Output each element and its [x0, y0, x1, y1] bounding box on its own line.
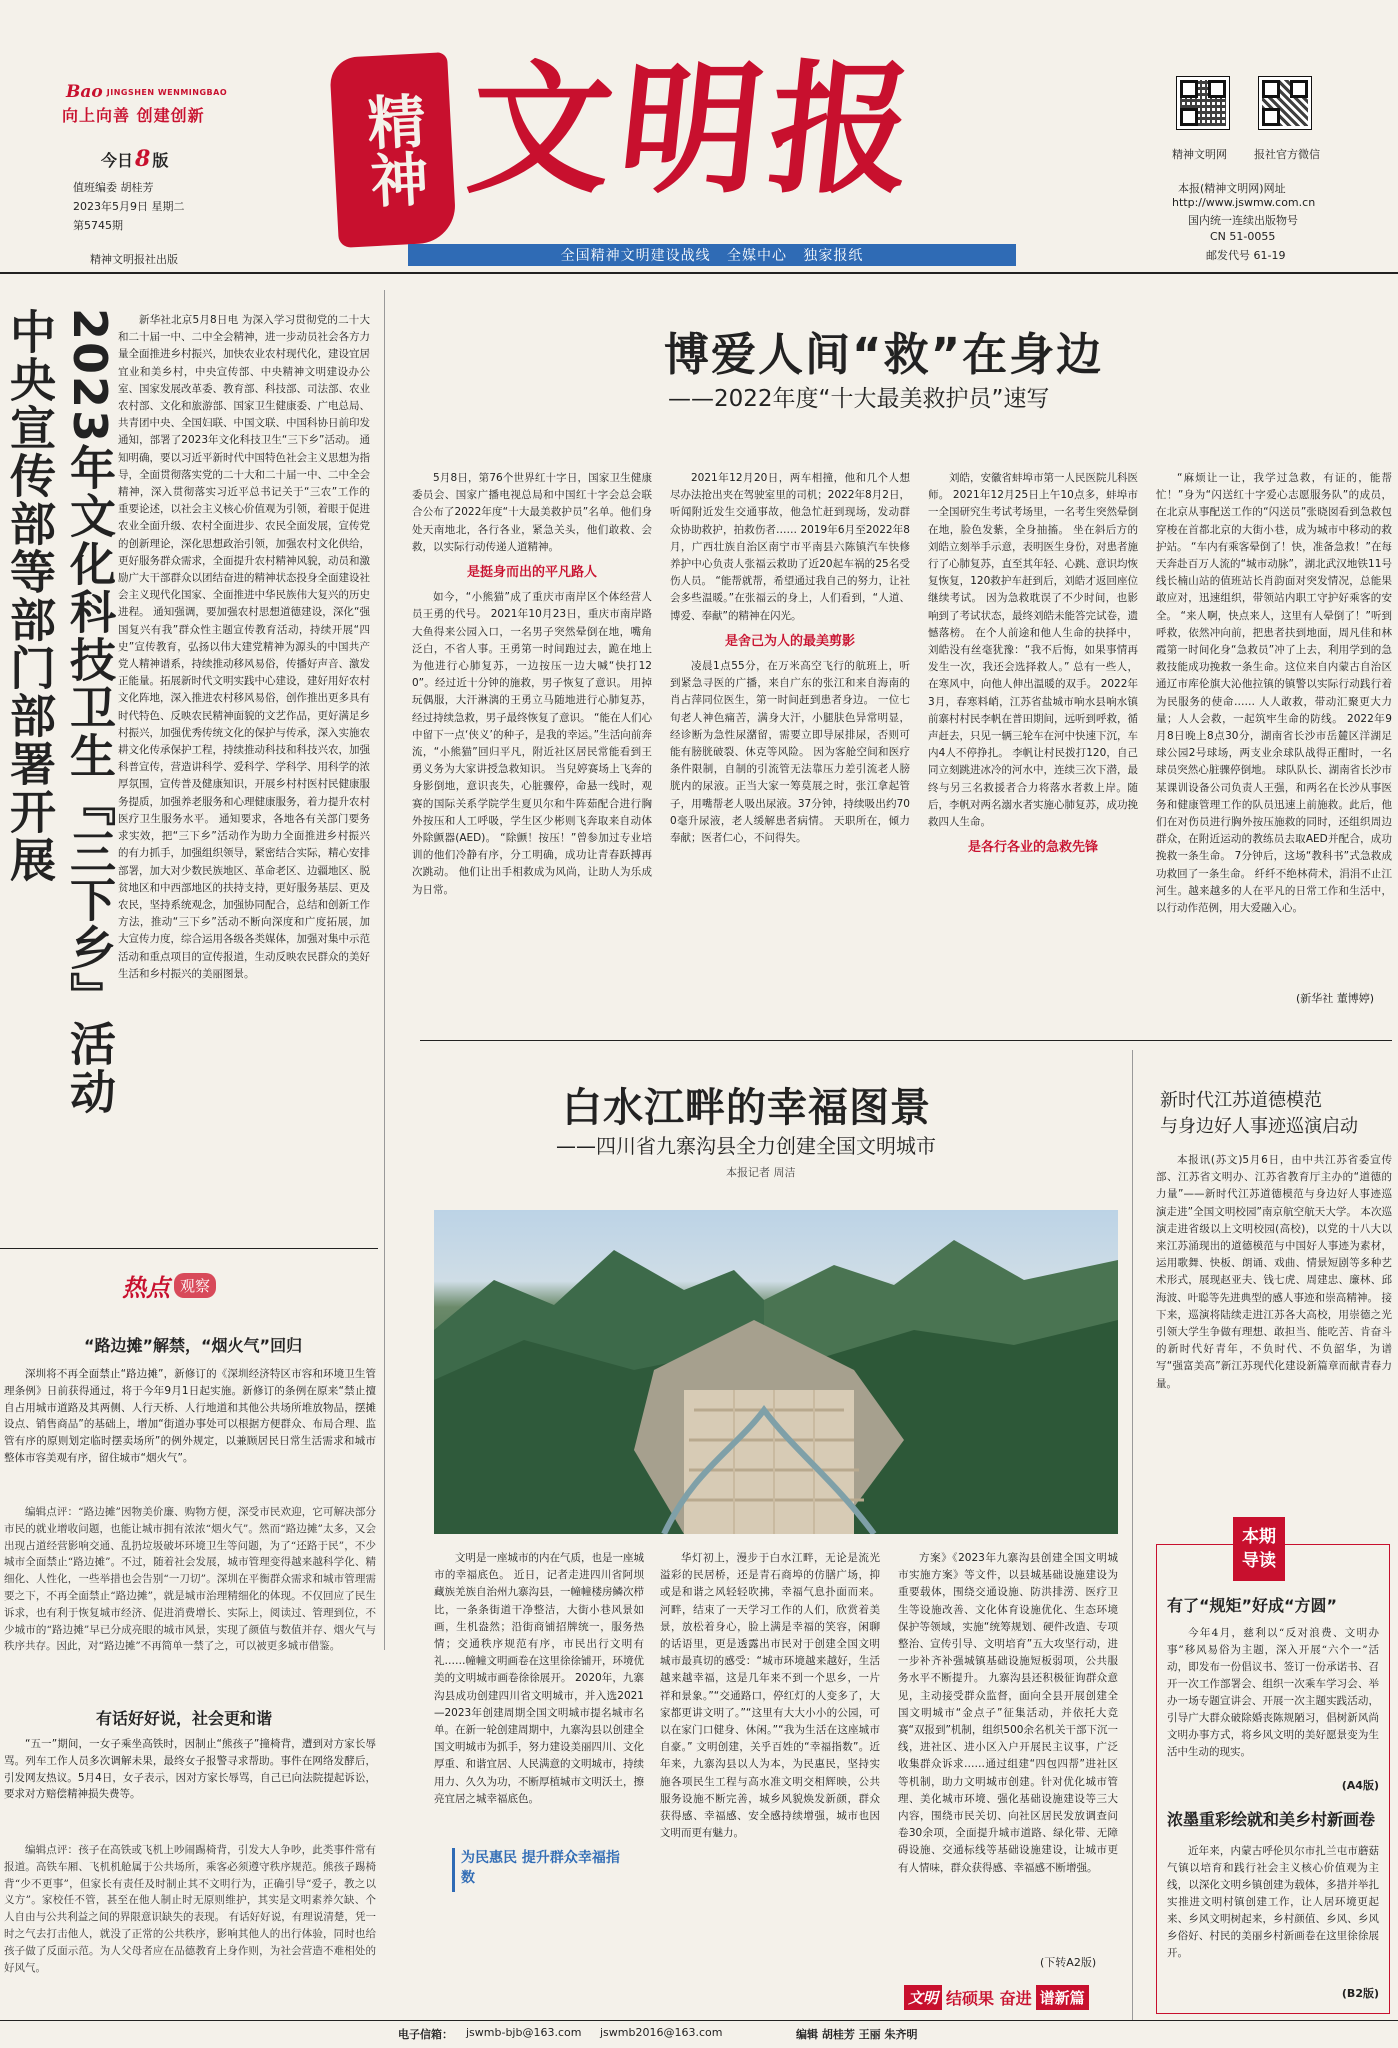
guide-title-line2: 导读	[1242, 1551, 1276, 1571]
footer-editors: 编辑 胡桂芳 王丽 朱齐明	[796, 2028, 918, 2041]
hot-divider	[0, 1248, 378, 1249]
title-seal	[329, 52, 457, 248]
rescue-subheadline: ——2022年度“十大最美救护员”速写	[668, 386, 1050, 412]
duty-editor: 值班编委 胡桂芳	[73, 181, 154, 194]
rescue-byline: (新华社 董博婷)	[1296, 992, 1375, 1005]
brand-en: JINGSHEN WENMINGBAO	[106, 87, 228, 97]
tagline: 全国精神文明建设战线 全媒中心 独家报纸	[560, 248, 864, 264]
hot-article1-title: “路边摊”解禁，“烟火气”回归	[84, 1336, 303, 1355]
hot-article2-comment: 编辑点评：孩子在高铁或飞机上吵闹踢椅背，引发大人争吵，此类事件常有报道。高铁车厢、飞机机舱属于公共场所，乘客必须遵守秩序规范。熊孩子踢椅背“少不更事”，但家长有责任及时制止其不文明行为，正确引导“爱子，教之以义方”。家校任不管，甚至在他人制止时无原则维护，其实是文明素养欠缺、个人自由与公共利益之间的界限意识缺失的表现。 有话好好说，有理说清楚，凭一时之气去打击他人，就没了正常的公共秩序，影响其他人的出行体验，同时也给孩子做了反面示范。为人父母者应在品德教育上身作则，为社会营造不难相处的好风气。	[4, 1844, 376, 1974]
rescue-body1: 如今，“小熊猫”成了重庆市南岸区个体经营人员王勇的代号。 2021年10月23日，重庆市南岸路大鱼得来公园入口，一名男子突然晕倒在地，嘴角泛白，不省人事。王勇第一时间跑过去，跪在地上为他进行心肺复苏，一边按压一边大喊“快打120”。经过近十分钟的施救，男子恢复了意识。 用掉玩偶服，大汗淋漓的王勇立马随地进行心肺复苏，经过持续急救，男子最终恢复了意识。 “能在人们心中留下一点‘侠义’的种子，是我的幸运。”生活向前奔流，“小熊猫”回归平凡，附近社区居民常能看到王勇义务为大家讲授急救知识。 当兒婷赛场上飞奔的身影倒地，意识丧失，心脏骤停，命悬一线时，观赛的国际关系学院学生夏贝尔和牛阵茹配合进行胸外按压和人工呼吸，学生区少彬则飞奔取来自动体外除颤器(AED)。 “除颤！按压！”曾参加过专业培训的他们冷静有序，分工明确，成功让青春跃搏再次跳动。 他们让出手相救成为风尚，让助人为乐成为日常。	[412, 591, 652, 896]
tagline-bar	[408, 244, 1016, 266]
right-column-divider	[1132, 1050, 1133, 2020]
masthead-slogan: 向上向善 创建创新	[62, 106, 205, 125]
guide-item1-page[interactable]: (A4版)	[1341, 1779, 1379, 1792]
guide-title-line1: 本期	[1242, 1527, 1276, 1547]
today-pages	[101, 146, 168, 172]
baishui-body1: 文明是一座城市的内在气质，也是一座城市的幸福底色。 近日，记者走进四川省阿坝藏族羌族自治州九寨沟县，一幢幢楼房鳞次栉比，一条条街道干净整洁，大街小巷风景如画，生机盎然；沿街商铺招牌统一，服务热情；交通秩序规范有序，市民出行文明有礼……幢幢文明画卷在这里徐徐铺开，环境优美的文明城市画卷徐徐展开。 2020年，九寨沟县成功创建四川省文明城市，并入选2021—2023年创建周期全国文明城市提名城市名单。在新一轮创建周期中，九寨沟县以创建全国文明城市为抓手，努力建设美丽四川、文化厚重、和谐宜居、人民满意的文明城市，持续用力、久久为功，不断厚植城市文明沃土，擦亮宜居之城幸福底色。	[434, 1552, 644, 1805]
hot-logo	[122, 1268, 216, 1303]
issue-number: 第5745期	[73, 219, 123, 232]
guide-item1-title[interactable]: 有了“规矩”好成“方圆”	[1167, 1596, 1338, 1615]
pages-count: 8	[135, 146, 151, 172]
baishui-body3: 方案》《2023年九寨沟县创建全国文明城市实施方案》等文件，以县城基础设施建设为重要载体，围绕交通设施、防洪排涝、医疗卫生等设施改善、文化体育设施优化、生态环境保护等领域，实施“统筹规划、硬件改造、专项整治、宣传引导、文明培育”五大攻坚行动，进一步补齐补强城镇基础设施短板弱项，公共服务水平不断提升。 九寨沟县还积极征询群众意见，主动接受群众监督，面向全县开展创建全国文明城市“金点子”征集活动，并依托大竞赛“双报到”机制，组织500余名机关干部下沉一线，进社区、进小区入户开展民主议事，广泛收集群众诉求……通过组建“四包四帮”进社区等机制，助力文明城市创建。针对优化城市管理、美化城市环境、强化基础设施建设等三大内容，围绕市民关切、向社区居民发放调查问卷30余项，全面提升城市道路、绿化带、无障碍设施、交通标线等基础设施建设，让城市更有人情味，群众获得感、幸福感不断增强。	[898, 1552, 1118, 1874]
footer-divider	[0, 2020, 1398, 2021]
footer	[0, 2024, 1398, 2044]
civilization-banner	[904, 1984, 1116, 2010]
guide-item2-body: 近年来，内蒙古呼伦贝尔市扎兰屯市蘑菇气镇以培育和践行社会主义核心价值观为主线，以深化文明乡镇创建为载体，多措并举扎实推进文明村镇创建工作，让人居环境更起来、乡风文明树起来，乡村颜值、乡风、乡风乡俗好、村民的美丽乡村新画卷在这里徐徐展开。	[1167, 1845, 1379, 1959]
rescue-col2	[670, 470, 910, 1010]
lead-divider	[384, 290, 385, 1650]
hot-logo-main: 热点	[122, 1274, 170, 1302]
guide-item2-title[interactable]: 浓墨重彩绘就和美乡村新画卷	[1167, 1810, 1376, 1829]
cn-label: 国内统一连续出版物号	[1188, 214, 1298, 227]
jiangsu-headline-line1: 新时代江苏道德模范	[1160, 1090, 1322, 1111]
baishui-continue[interactable]: (下转A2版)	[1040, 1956, 1097, 1969]
guide-tag	[1233, 1517, 1285, 1581]
valley-photo-drawing	[434, 1210, 1118, 1534]
qr2-caption: 报社官方微信	[1254, 148, 1320, 161]
qr-code-website[interactable]	[1176, 76, 1230, 130]
site-url[interactable]: http://www.jswmw.com.cn	[1172, 196, 1316, 209]
baishui-byline: 本报记者 周洁	[726, 1166, 796, 1179]
jiangsu-headline-line2: 与身边好人事迹巡演启动	[1160, 1116, 1358, 1137]
lead-headline-line2: 中央宣传部等部门部署开展	[3, 308, 57, 884]
banner-left: 文明	[904, 1985, 942, 2010]
baishui-col1	[434, 1550, 644, 2010]
hot-article2-body: “五一”期间，一女子乘坐高铁时，因制止“熊孩子”撞椅背，遭到对方家长辱骂。列车工作人员多次调解未果，最终女子报警寻求帮助。事件在网络发酵后，引发网友热议。5月4日，女子表示，因对方家长辱骂，自己已向法院提起诉讼，要求对方赔偿精神损失费等。	[4, 1738, 376, 1801]
guide-box	[1156, 1527, 1390, 2014]
rescue-divider	[420, 1040, 1392, 1041]
qr1-caption: 精神文明网	[1172, 148, 1227, 161]
hot-article1-body: 深圳将不再全面禁止“路边摊”，新修订的《深圳经济特区市容和环境卫生管理条例》日前获得通过，将于今年9月1日起实施。新修订的条例在原来“禁止擅自占用城市道路及其两侧、人行天桥、人行地道和其他公共场所堆放物品，摆摊设点、销售商品”的基础上，增加“街道办事处可以根据方便群众、布局合理、监管有序的原则划定临时摆卖场所”的例外规定，以兼顾居民日常生活需求和城市整体市容美观有序，留住城市“烟火气”。	[4, 1368, 376, 1464]
pages-unit: 版	[152, 151, 169, 170]
rescue-intro: 5月8日，第76个世界红十字日，国家卫生健康委员会、国家广播电视总局和中国红十字会总会联合公布了2022年度“十大最美救护员”名单。他们身处天南地北，各行各业，紧急关头，他们敢救、会救，以实际行动传递人道精神。	[412, 472, 652, 553]
banner-right: 谱新篇	[1036, 1985, 1089, 2010]
baishui-subheadline: ——四川省九寨沟县全力创建全国文明城市	[556, 1134, 936, 1158]
publisher: 精神文明报社出版	[90, 253, 178, 266]
masthead-divider	[0, 272, 1398, 274]
today-label: 今日	[101, 151, 134, 170]
guide-item1-body: 今年4月，慈利以“反对浪费、文明办事”移风易俗为主题，深入开展“六个一”活动，即发布一份倡议书、签订一份承诺书、召开一次工作部署会、组织一次乘车学习会、举办一场专题宣讲会、开展一次主题实践活动，引导广大群众破除婚丧陈规陋习，倡树新风尚文明办事方式，将乡风文明的美好愿景变为生活中生动的现实。	[1167, 1627, 1379, 1758]
rescue-sub2: 是舍己为人的最美剪影	[724, 633, 855, 649]
banner-mid: 结硕果 奋进	[946, 1988, 1032, 2008]
footer-email-label: 电子信箱：	[398, 2028, 453, 2041]
rescue-body4: 刘皓，安徽省蚌埠市第一人民医院儿科医师。 2021年12月25日上午10点多，蚌埠市一全国研究生考试考场里，一名考生突然晕倒在地，脸色发紫，全身抽搐。 坐在斜后方的刘皓立刻举手示意，表明医生身份，对患者施行了心肺复苏，直至其年轻、心跳、意识均恢复恢复，120救护车赶到后，刘皓才返回座位继续考试。 因为急救耽误了不少时间，也影响到了考试状态，最终刘皓未能答完试卷，遗憾落榜。 在个人前途和他人生命的抉择中，刘皓没有丝毫犹豫：“我不后悔，如果事情再发生一次，我还会选择救人。” 总有一些人，在寒风中，向他人伸出温暖的双手。 2022年3月，春寒料峭，江苏省盐城市响水县响水镇前寨村村民李帆在普田期间，远听到呼救，循声赶去，只见一辆三轮车在河中快速下沉，车内4人不停挣扎。 李帆让村民拨打120，自己同立刻跳进冰冷的河水中，连续三次下潜，最终与另三名救援者合力将落水者救上岸。随后，李帆对两名溺水者实施心肺复苏，成功挽救四人生命。	[928, 472, 1138, 829]
footer-email1[interactable]: jswmb-bjb@163.com	[466, 2026, 582, 2039]
rescue-col3	[928, 470, 1138, 1010]
rescue-col4	[1156, 470, 1392, 990]
jiangsu-body: 本报讯(苏文)5月6日，由中共江苏省委宣传部、江苏省文明办、江苏省教育厅主办的“道德的力量”——新时代江苏道德模范与身边好人事迹巡演走进”全国文明校园”南京航空航天大学。 本次巡演走进省级以上文明校园(高校)，以党的十八大以来江苏涌现出的道德模范与中国好人事迹为素材，运用歌舞、快板、朗诵、戏曲、情景短剧等多种艺术形式，展现赵亚夫、钱七虎、周建忠、廉林、邱海波、叶聪等先进典型的感人事迹和崇高精神。 接下来，巡演将陆续走进江苏各大高校，用崇德之光引领大学生争做有理想、敢担当、能吃苦、肯奋斗的新时代好青年，不负时代、不负韶华，为谱写“强富美高”新江苏现代化建设新篇章而献青春力量。	[1156, 1154, 1392, 1390]
rescue-body3: 凌晨1点55分，在万米高空飞行的航班上，听到紧急寻医的广播，来自广东的张江和来自海南的肖占萍同位医生，第一时间赶到患者身边。 一位七旬老人神色痛苦，满身大汗，小腿肤色异常明显，经诊断为急性尿潴留，需要立即导尿排尿，否则可能有膀胱破裂、休克等风险。 因为客舱空间和医疗条件限制，自制的引流管无法靠压力差引流老人膀胱内的尿液。正当大家一筹莫展之时，张江拿起管子，用嘴帮老人吸出尿液。37分钟，持续吸出约700毫升尿液，老人缓解患者病情。 天职所在，倾力奉献；医者仁心，不问得失。	[670, 660, 910, 845]
guide-item2-page[interactable]: (B2版)	[1341, 1987, 1379, 2000]
lead-headline-line1: 2023年文化科技卫生『三下乡』活动	[63, 308, 117, 1117]
rescue-headline: 博爱人间“救”在身边	[664, 328, 1104, 381]
title-seal-text: 精神	[356, 90, 430, 210]
hot-article1-comment: 编辑点评：“路边摊”因物美价廉、购物方便，深受市民欢迎，它可解决部分市民的就业增收问题，也能让城市拥有浓浓“烟火气”。然而“路边摊”太多，又会出现占道经营影响交通、乱扔垃圾破坏环境卫生等问题，为了“还路于民”，不少城市全面禁止“路边摊”。不过，随着社会发展，城市管理变得越来越科学化、精细化、人性化，一些举措也会告别“一刀切”。深圳在平衡群众需求和城市管理需要之下，不再全面禁止“路边摊”，就是城市治理精细化的体现。不仅回应了民生诉求，也有利于恢复城市经济、促进消费增长、实际上，阅读过、管理到位，不少城市的“路边摊”早已分成亮眼的城市风景，实现了颜值与数值并存、烟火气与秩序共存。因此，对“路边摊”不再简单一禁了之，可以被更多城市借鉴。	[4, 1506, 376, 1653]
rescue-body2: 2021年12月20日，两车相撞，他和几个人想尽办法抢出夹在驾驶室里的司机；2022年8月2日，听闻附近发生交通事故，他急忙赶到现场，发动群众协助救护，拍救伤者…… 2019年6月至2022年8月，广西壮族自治区南宁市平南县六陈镇汽车快修养护中心负责人张福云救助了近20起车祸的25名受伤人员。 “能帮就帮，希望通过我自己的努力，让社会多些温暖。”在张福云的身上，人们看到，“人道、博爱、奉献”的精神在闪光。	[670, 472, 910, 622]
baishui-col2	[660, 1550, 880, 2020]
baishui-sub1: 为民惠民 提升群众幸福指数	[461, 1850, 620, 1886]
valley-photo	[434, 1210, 1118, 1534]
baishui-col3	[898, 1550, 1118, 1970]
footer-email2[interactable]: jswmb2016@163.com	[600, 2026, 723, 2039]
hot-article2-title: 有话好好说，社会更和谐	[96, 1709, 273, 1728]
jiangsu-headline	[1160, 1088, 1358, 1140]
qr-code-wechat[interactable]	[1258, 76, 1312, 130]
lead-body: 新华社北京5月8日电 为深入学习贯彻党的二十大和二十届一中、二中全会精神，进一步动员社会各方力量全面推进乡村振兴，加快农业农村现代化，建设宜居宜业和美乡村，中央宣传部、中央精神文明建设办公室、国家发展改革委、教育部、科技部、司法部、农业农村部、文化和旅游部、国家卫生健康委、广电总局、共青团中央、全国妇联、中国文联、中国科协日前印发通知，部署了2023年文化科技卫生“三下乡”活动。 通知明确，要以习近平新时代中国特色社会主义思想为指导，全面贯彻落实党的二十大和二十届一中、二中全会精神，深入贯彻落实习近平总书记关于“三农”工作的重要论述，以社会主义核心价值观为引领，着眼于促进农业全面升级、农村全面进步、农民全面发展，宣传党的创新理论，深化思想政治引领，加强农村文化供给，更好服务群众需求，全面提升农村精神风貌，动员和激励广大干部群众以团结奋进的精神状态投身全面建设社会主义现代化国家、全面推进中华民族伟大复兴的历史进程。 通知强调，要加强农村思想道德建设，深化“强国复兴有我”群众性主题宣传教育活动，持续开展“四史”宣传教育，弘扬以伟大建党精神为源头的中国共产党人精神谱系，持续推动移风易俗，传播好声音、激发正能量。拓展新时代文明实践中心建设，建好用好农村文化阵地，深入推进农村移风易俗，创作推出更多具有时代特色、反映农民精神面貌的文艺作品，更好满足乡村振兴，加强优秀传统文化的保护与传承，深入实施农耕文化传承保护工程，持续推动科技和科技兴农，加强科普宣传，营造讲科学、爱科学、学科学、用科学的浓厚氛围，宣传普及健康知识，开展乡村村医村民健康服务提质，加强养老服务和心理健康服务，着力提升农村医疗卫生服务水平。 通知要求，各地各有关部门要务求实效，把“三下乡”活动作为助力全面推进乡村振兴的有力抓手，加强组织领导，紧密结合实际，精心安排部署，加大对少数民族地区、革命老区、边疆地区、脱贫地区和中西部地区的扶持支持，更好服务基层、更及农民，坚持系统观念，加强协同配合，总结和创新工作方法，推动“三下乡”活动不断向深度和广度拓展，加大宣传力度，综合运用各级各类媒体，加强对集中示范活动和重点项目的宣传报道，生动反映农民群众的美好生活和乡村振兴的美丽图景。	[118, 314, 370, 980]
issue-date: 2023年5月9日 星期二	[73, 200, 185, 213]
brand-mark-icon: Bao	[66, 82, 103, 102]
rescue-sub3: 是各行各业的急救先锋	[967, 840, 1098, 856]
rescue-body5: “麻烦让一让，我学过急救，有证的，能帮忙！”身为“闪送红十字爱心志愿服务队”的成员，在北京从事配送工作的“闪送员”张晓囡看到急救包穿梭在首都北京的大街小巷，成为城市中移动的救护站。 “车内有乘客晕倒了！快，准备急救！”在每天奔赴百万人流的“城市动脉”，湖北武汉地铁11号线长楠山站的值班站长肖韵面对突发情况，总能果敢应对，迅速组织，带领站内职工守护好乘客的安全。 “来人啊，快点来人，这里有人晕倒了！”听到呼救，依然冲向前，把患者扶到地面，周凡佳和林霞第一时间化身“急救员”冲了上去，利用学到的急救技能成功挽救一条生命。这位来自内蒙古自治区通辽市库伦旗大沁他拉镇的镇警以实际行动践行着为民服务的使命…… 人人敢救，带动汇聚更大力量；人人会救，一起筑牢生命的防线。 2022年9月8日晚上8点30分，湖南省长沙市岳麓区洋湖足球公园2号球场，两支业余球队战得正酣时，一名球员突然心脏骤停倒地。 球队队长、湖南省长沙市某课训设备公司负责人王强，和两名在长沙从事医务和健康管理工作的队员迅速上前施救。此后，他们在对伤员进行胸外按压施救的同时，还组织周边群众，在附近运动的教练员去取AED并配合，成功挽救一条生命。 7分钟后，这场“教科书”式急救成功救回了一条生命。 纤纤不绝林荷术，涓涓不止江河生。越来越多的人在平凡的日常工作和生活中，以行动作范例，用大爱融入心。	[1156, 472, 1392, 915]
postal-code: 邮发代号 61-19	[1206, 249, 1286, 262]
lead-headline	[4, 308, 116, 1128]
cn-number: CN 51-0055	[1210, 230, 1276, 243]
baishui-sub1-box	[452, 1848, 621, 1892]
baishui-body2: 华灯初上，漫步于白水江畔，无论是流光溢彩的民居桥，还是青石商埠的仿膳广场，抑或是和谐之风轻轻吹拂，幸福气息扑面而来。 河畔，结束了一天学习工作的人们，欣赏着美景，放松着身心，脸上满是幸福的笑容，闲聊的话语里，更是透露出市民对于创建全国文明城市最真切的感受：“城市环境越来越好，生活越来越幸福，这是几年来不到一个思乡，一片祥和景象。”“交通路口，停红灯的人变多了，大家都更讲文明了。”“这里有大大小小的公园，可以在家门口健身、休闲。”“我为生活在这座城市自豪。” 文明创建，关乎百姓的“幸福指数”。近年来，九寨沟县以人为本，为民惠民，坚持实施各项民生工程与高水准文明交相辉映，公共服务设施不断完善，城乡风貌焕发新颜，群众获得感、幸福感、安全感持续增强，城市也因文明而更有魅力。	[660, 1552, 880, 1840]
rescue-col1	[412, 470, 652, 1010]
baishui-headline: 白水江畔的幸福图景	[562, 1085, 931, 1131]
masthead	[0, 0, 1398, 270]
hot-logo-badge: 观察	[174, 1273, 216, 1298]
newspaper-title: 文明报	[461, 47, 929, 213]
rescue-sub1: 是挺身而出的平凡路人	[466, 565, 597, 581]
brand-logo	[66, 82, 227, 102]
site-label: 本报(精神文明网)网址	[1178, 182, 1286, 195]
